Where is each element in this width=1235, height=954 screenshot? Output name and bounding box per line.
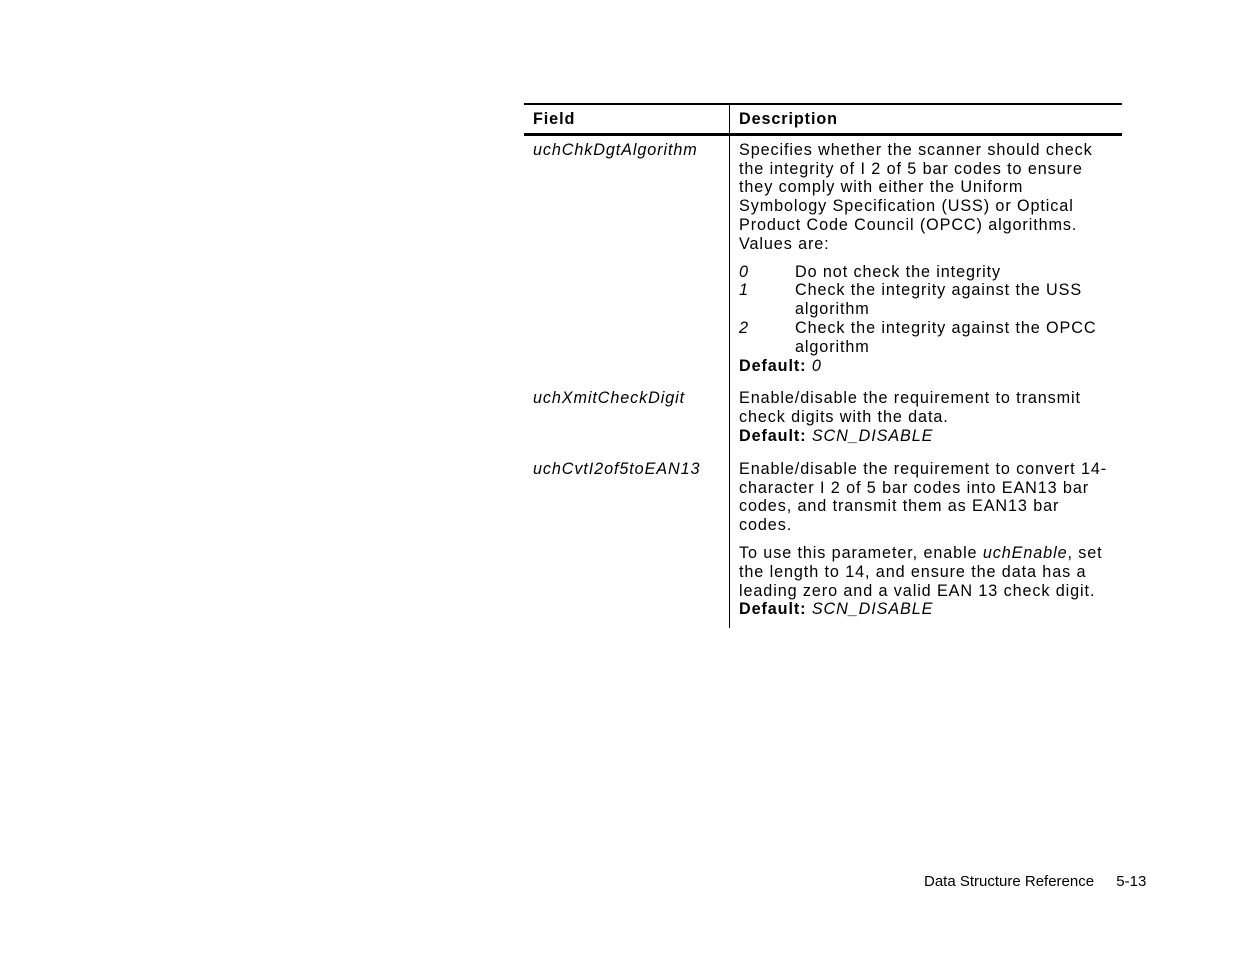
table-header-row xyxy=(524,104,1122,134)
field-cell xyxy=(524,134,730,384)
field-name: uchChkDgtAlgorithm xyxy=(533,140,698,159)
default-label: Default: xyxy=(739,356,807,375)
description-text: Specifies whether the scanner should check the integrity of I 2 of 5 bar codes to ensure they comply with either the Uniform Symbology Specification (USS) or Optical Product Code Council (OPCC) algorithms. Values are: xyxy=(739,140,1093,253)
page-footer xyxy=(924,873,1146,890)
description-text: Enable/disable the requirement to transmit check digits with the data. xyxy=(739,389,1081,427)
value-code: 2 xyxy=(739,318,749,337)
value-item xyxy=(739,319,1114,357)
table-row xyxy=(524,134,1122,384)
field-cell xyxy=(524,384,730,454)
value-text: Do not check the integrity xyxy=(795,262,1002,281)
column-header-field: Field xyxy=(524,104,730,134)
column-header-description: Description xyxy=(730,104,1123,134)
default-value: SCN_DISABLE xyxy=(811,600,934,619)
value-code: 1 xyxy=(739,281,749,300)
usage-note-param: uchEnable xyxy=(982,543,1068,562)
usage-note-text: , set the length to 14, and ensure the data has a leading zero and a valid EAN 13 check digit. xyxy=(739,543,1103,600)
values-list xyxy=(739,263,1114,357)
table-row xyxy=(524,384,1122,454)
value-code: 0 xyxy=(739,262,749,281)
description-cell xyxy=(730,455,1123,628)
field-description-table xyxy=(524,103,1122,628)
footer-section-title: Data Structure Reference xyxy=(924,873,1095,890)
value-item xyxy=(739,281,1114,319)
page-number: 5-13 xyxy=(1116,873,1147,890)
usage-note xyxy=(739,544,1114,600)
value-item xyxy=(739,263,1114,282)
default-value: 0 xyxy=(811,356,822,375)
field-cell xyxy=(524,455,730,628)
description-cell xyxy=(730,134,1123,384)
default-label: Default: xyxy=(739,426,807,445)
usage-note-text: To use this parameter, enable xyxy=(739,543,983,562)
description-text: Enable/disable the requirement to convert 14-character I 2 of 5 bar codes into EAN13 bar codes, and transmit them as EAN13 bar codes. xyxy=(739,459,1108,535)
default-line xyxy=(739,357,1114,376)
description-cell xyxy=(730,384,1123,454)
default-line xyxy=(739,600,1114,619)
table-row xyxy=(524,455,1122,628)
value-text: Check the integrity against the OPCC algorithm xyxy=(795,318,1097,356)
default-label: Default: xyxy=(739,600,807,619)
value-text: Check the integrity against the USS algorithm xyxy=(795,281,1083,319)
default-value: SCN_DISABLE xyxy=(811,426,934,445)
field-name: uchCvtI2of5toEAN13 xyxy=(533,459,701,478)
default-line xyxy=(739,427,1114,446)
field-name: uchXmitCheckDigit xyxy=(533,389,686,408)
